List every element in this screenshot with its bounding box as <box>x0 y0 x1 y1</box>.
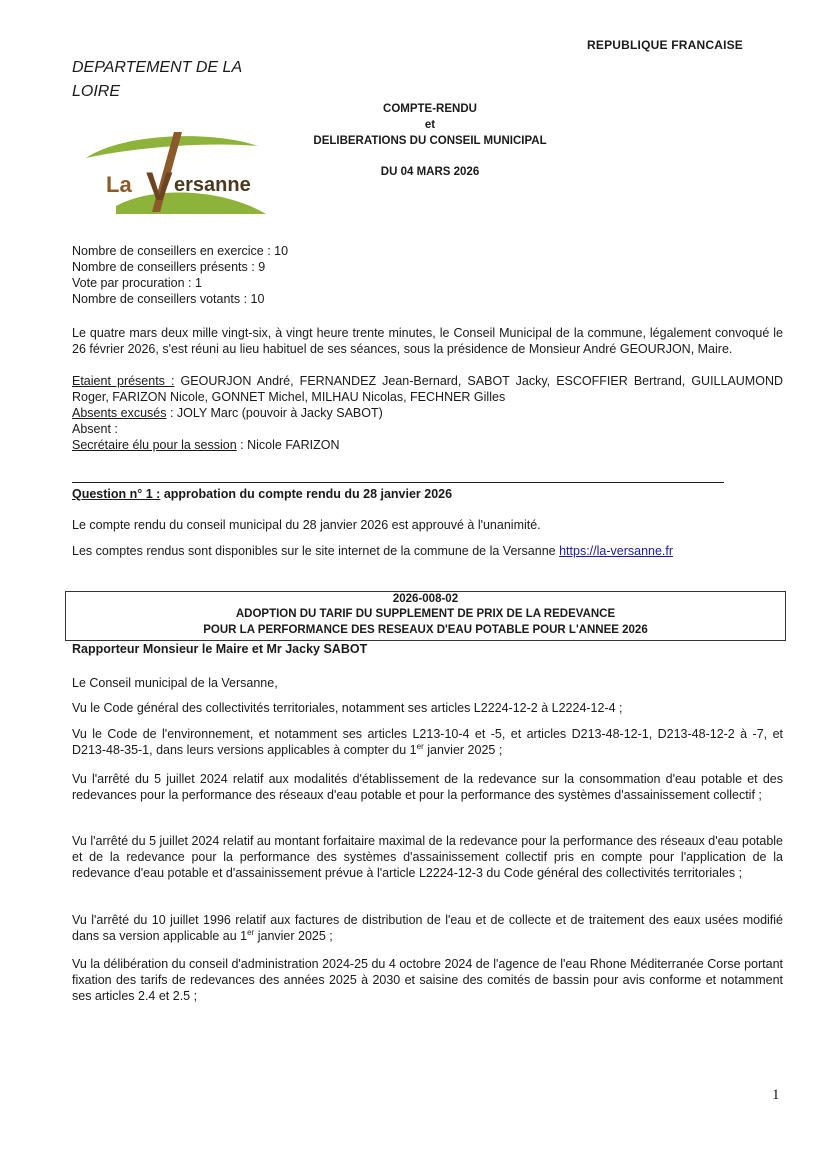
section-divider <box>72 482 724 483</box>
doc-title-2: et <box>424 119 436 131</box>
present-value: GEOURJON André, FERNANDEZ Jean-Bernard, SABOT Jacky, ESCOFFIER Bertrand, GUILLAUMOND Roger, FARIZON Nicole, GONNET Michel, MILHAU Nicolas, FECHNER Gilles <box>72 374 783 404</box>
question-1-availability <box>72 543 783 559</box>
absent-line: Absent : <box>72 422 118 436</box>
delib-p6-sup: er <box>247 927 255 937</box>
website-link[interactable]: https://la-versanne.fr <box>559 544 674 558</box>
delib-p3-sup: er <box>416 741 424 751</box>
deliberation-title-2: POUR LA PERFORMANCE DES RESEAUX D'EAU POTABLE POUR L'ANNEE 2026 <box>203 624 648 636</box>
count-in-office: Nombre de conseillers en exercice : 10 <box>72 244 289 258</box>
delib-p3 <box>72 726 783 758</box>
department-line-1: DEPARTEMENT DE LA <box>72 59 243 76</box>
logo-text-la: La <box>106 172 132 197</box>
delib-p2: Vu le Code général des collectivités territoriales, notamment ses articles L2224-12-2 à L2224-12-4 ; <box>72 701 623 715</box>
question-1-heading <box>72 486 783 502</box>
delib-p6 <box>72 912 783 944</box>
secretary-label: Secrétaire élu pour la session <box>72 438 237 452</box>
excused-value: : JOLY Marc (pouvoir à Jacky SABOT) <box>166 406 383 420</box>
delib-p7: Vu la délibération du conseil d'administration 2024-25 du 4 octobre 2024 de l'agence de l'eau Rhone Méditerranée Corse portant fixation des tarifs de redevances des années 2025 à 2030 et saisine des comités de bassin pour avis conforme et notamment ses articles 2.4 et 2.5 ; <box>72 957 783 1003</box>
delib-p3-text: Vu le Code de l'environnement, et notamment ses articles L213-10-4 et -5, et articles D213-48-12-1, D213-48-12-2 à -7, et D213-48-35-1, dans leurs versions applicables à compter du 1 <box>72 727 783 757</box>
count-present: Nombre de conseillers présents : 9 <box>72 260 266 274</box>
question-1-title: approbation du compte rendu du 28 janvier 2026 <box>160 487 453 501</box>
doc-title-1: COMPTE-RENDU <box>383 103 477 115</box>
delib-p4: Vu l'arrêté du 5 juillet 2024 relatif aux modalités d'établissement de la redevance sur la consommation d'eau potable et des redevances pour la performance des réseaux d'eau potable et pour la performance des systèmes d'assainissement collectif ; <box>72 772 783 802</box>
availability-text: Les comptes rendus sont disponibles sur le site internet de la commune de la Versanne <box>72 544 560 558</box>
delib-p6-text: Vu l'arrêté du 10 juillet 1996 relatif aux factures de distribution de l'eau et de collecte et de traitement des eaux usées modifié dans sa version applicable au 1 <box>72 913 783 943</box>
la-versanne-logo <box>82 128 272 220</box>
question-1-label: Question n° 1 : <box>72 487 161 501</box>
count-voters: Nombre de conseillers votants : 10 <box>72 292 265 306</box>
page-number: 1 <box>772 1087 780 1103</box>
department-line-2: LOIRE <box>72 83 121 100</box>
delib-p1: Le Conseil municipal de la Versanne, <box>72 676 278 690</box>
rapporteur: Rapporteur Monsieur le Maire et Mr Jacky SABOT <box>72 642 368 656</box>
excused-label: Absents excusés <box>72 406 167 420</box>
doc-title-3: DELIBERATIONS DU CONSEIL MUNICIPAL <box>313 135 547 147</box>
delib-p5: Vu l'arrêté du 5 juillet 2024 relatif au montant forfaitaire maximal de la redevance pour la performance des réseaux d'eau potable et de la redevance pour la performance des systèmes d'assainissement collectif pris en compte pour l'application de la redevance d'eau potable et d'assainissement prévue à l'article L2224-12-3 du Code général des collectivités territoriales ; <box>72 834 783 880</box>
deliberation-number: 2026-008-02 <box>392 593 459 605</box>
excused-members <box>72 405 783 421</box>
secretary-line <box>72 437 783 453</box>
logo-text-rest: ersanne <box>174 174 251 196</box>
count-proxy: Vote par procuration : 1 <box>72 276 202 290</box>
republic-label: REPUBLIQUE FRANCAISE <box>587 38 744 52</box>
meeting-date: DU 04 MARS 2026 <box>380 166 480 178</box>
question-1-text: Le compte rendu du conseil municipal du 28 janvier 2026 est approuvé à l'unanimité. <box>72 518 541 532</box>
logo-text-v: V <box>146 165 173 209</box>
delib-p6-end: janvier 2025 ; <box>254 929 333 943</box>
present-members <box>72 373 783 405</box>
council-counts <box>72 243 288 307</box>
secretary-value: : Nicole FARIZON <box>236 438 340 452</box>
department-label <box>72 56 272 104</box>
deliberation-title-1: ADOPTION DU TARIF DU SUPPLEMENT DE PRIX DE LA REDEVANCE <box>235 608 616 620</box>
delib-p3-end: janvier 2025 ; <box>423 743 503 757</box>
present-label: Etaient présents : <box>72 374 175 388</box>
meeting-intro: Le quatre mars deux mille vingt-six, à vingt heure trente minutes, le Conseil Municipal de la commune, légalement convoqué le 26 février 2026, s'est réuni au lieu habituel de ses séances, sous la présidence de Monsieur André GEOURJON, Maire. <box>72 326 783 356</box>
